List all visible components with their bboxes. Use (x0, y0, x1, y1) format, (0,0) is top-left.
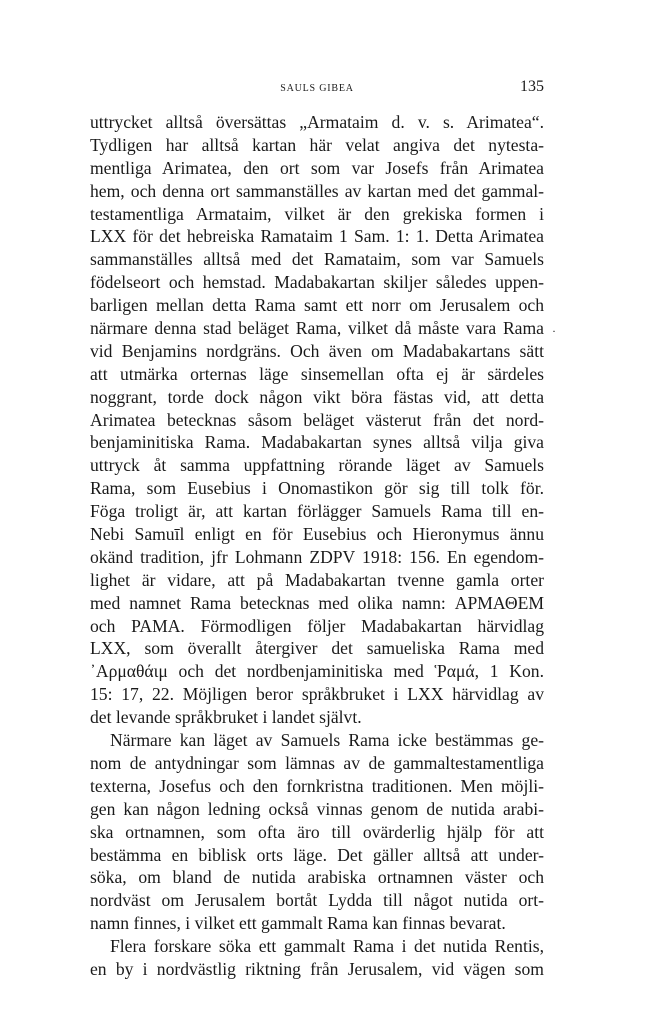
text-line: ᾿Αρμαθάιμ och det nordbenjaminitiska med Ῥαμά, 1 Kon. (90, 661, 544, 682)
margin-mark: · (552, 324, 556, 338)
text-line: uttrycket alltså översättas „Armataim d. v. s. Arimatea“. (90, 112, 544, 132)
text-line: noggrant, torde dock någon vikt böra fästas vid, att detta (90, 386, 544, 407)
text-line: vid Benjamins nordgräns. Och även om Madabakartans sätt (90, 340, 544, 361)
text-line: och ΡΑΜΑ. Förmodligen följer Madabakartan härvidlag (90, 615, 544, 636)
text-line: nom de antydningar som lämnas av de gammaltestamentliga (90, 752, 544, 773)
text-line: hem, och denna ort sammanställes av kartan med det gammal- (90, 180, 544, 201)
running-title: SAULS GIBEA (280, 83, 354, 94)
text-line: gen kan någon ledning också vinnas genom de nutida arabi- (90, 798, 544, 819)
text-line: lighet är vidare, att på Madabakartan tvenne gamla orter (90, 569, 544, 590)
text-line: det levande språkbruket i landet självt. (90, 707, 362, 728)
text-line: Nebi Samuīl enligt en för Eusebius och Hieronymus ännu (90, 524, 544, 545)
body-text (90, 111, 544, 981)
text-line: 15: 17, 22. Möjligen beror språkbruket i LXX härvidlag av (90, 684, 544, 705)
page-number: 135 (520, 78, 544, 95)
text-line: mentliga Arimatea, den ort som var Josefs från Arimatea (90, 157, 544, 178)
text-line: födelseort och hemstad. Madabakartan skiljer således uppen- (90, 272, 544, 293)
text-line: Rama, som Eusebius i Onomastikon gör sig till tolk för. (90, 478, 544, 499)
text-line: Arimatea betecknas såsom beläget västerut från det nord- (90, 409, 544, 430)
text-line: uttryck åt samma uppfattning rörande läget av Samuels (90, 455, 544, 476)
text-line: sammanställes alltså med det Ramataim, som var Samuels (90, 249, 544, 270)
text-line: ska ortnamnen, som ofta äro till ovärderlig hjälp för att (90, 821, 544, 842)
text-line: Tydligen har alltså kartan här velat angiva det nytesta- (90, 134, 544, 155)
text-line: okänd tradition, jfr Lohmann ZDPV 1918: 156. En egendom- (90, 546, 544, 567)
text-line: närmare denna stad beläget Rama, vilket då måste vara Rama (90, 318, 544, 339)
text-line: Närmare kan läget av Samuels Rama icke bestämmas ge- (110, 730, 544, 751)
running-head (90, 78, 544, 98)
text-line: texterna, Josefus och den fornkristna traditionen. Men möjli- (90, 775, 544, 796)
text-line: barligen mellan detta Rama samt ett norr om Jerusalem och (90, 295, 544, 316)
text-line: benjaminitiska Rama. Madabakartan synes alltså vilja giva (90, 432, 544, 453)
text-line: att utmärka orternas läge sinsemellan ofta ej är särdeles (90, 363, 544, 384)
text-line: testamentliga Armataim, vilket är den grekiska formen i (90, 203, 544, 224)
text-line: med namnet Rama betecknas med olika namn: ΑΡΜΑΘΕΜ (90, 592, 544, 613)
text-line: LXX, som överallt återgiver det samueliska Rama med (90, 638, 544, 659)
text-line: LXX för det hebreiska Ramataim 1 Sam. 1: 1. Detta Arimatea (90, 226, 544, 247)
text-line: en by i nordvästlig riktning från Jerusalem, vid vägen som (90, 958, 544, 979)
text-line: Flera forskare söka ett gammalt Rama i det nutida Rentis, (110, 936, 544, 957)
text-line: bestämma en biblisk orts läge. Det gäller alltså att under- (90, 844, 544, 865)
text-line: nordväst om Jerusalem bortåt Lydda till något nutida ort- (90, 890, 544, 911)
text-line: namn finnes, i vilket ett gammalt Rama kan finnas bevarat. (90, 913, 506, 934)
text-line: söka, om bland de nutida arabiska ortnamnen väster och (90, 867, 544, 888)
text-line: Föga troligt är, att kartan förlägger Samuels Rama till en- (90, 501, 544, 522)
